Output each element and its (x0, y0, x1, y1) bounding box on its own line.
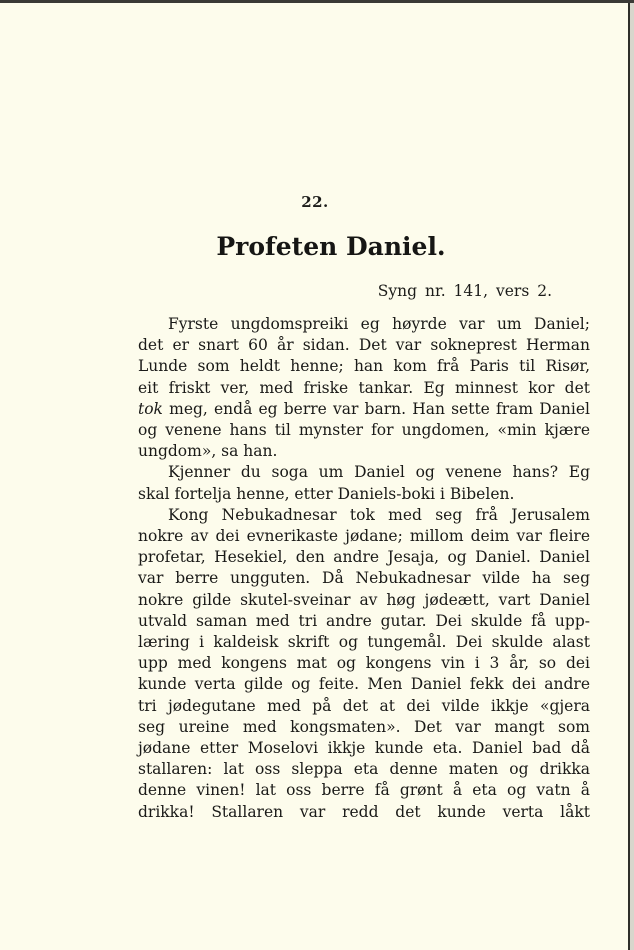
text-line: tri jødegutane med på det at dei vilde ikkje «gjera (138, 696, 590, 715)
text-line: Lunde som heldt henne; han kom frå Paris til Risør, (138, 357, 590, 376)
chapter-title: Profeten Daniel. (216, 232, 446, 261)
italic-word: tok (138, 399, 163, 418)
text-line: nokre av dei evnerikaste jødane; millom deim var fleire (138, 527, 590, 546)
text-line: var berre ungguten. Då Nebukadnesar vilde ha seg (138, 569, 590, 588)
paragraph-2 (138, 462, 590, 504)
page-top-edge (0, 0, 634, 3)
text-line: utvald saman med tri andre gutar. Dei skulde få upp- (138, 611, 590, 630)
body-text (138, 314, 590, 823)
text-line: Fyrste ungdomspreiki eg høyrde var um Daniel; (168, 315, 590, 333)
text-line: seg ureine med kongsmaten». Det var mangt som (138, 717, 590, 736)
text-line: og venene hans til mynster for ungdomen, «min kjære (138, 421, 590, 440)
hymn-reference: Syng nr. 141, vers 2. (377, 282, 552, 300)
text-line: profetar, Hesekiel, den andre Jesaja, og Daniel. Daniel (138, 548, 590, 567)
text-line: stallaren: lat oss sleppa eta denne maten og drikka (138, 760, 590, 779)
text-line: meg, endå eg berre var barn. Han sette fram Daniel (169, 399, 590, 418)
text-line: det er snart 60 år sidan. Det var sokneprest Herman (138, 336, 590, 355)
text-line: drikka! Stallaren var redd det kunde verta låkt (138, 802, 590, 821)
text-line: Kjenner du soga um Daniel og venene hans? Eg (168, 463, 590, 482)
text-line: denne vinen! lat oss berre få grønt å eta og vatn å (138, 781, 590, 800)
text-line: ungdom», sa han. (138, 442, 278, 461)
text-line: læring i kaldeisk skrift og tungemål. Dei skulde alast (138, 633, 590, 652)
chapter-number: 22. (301, 193, 329, 211)
text-line: skal fortelja henne, etter Daniels-boki i Bibelen. (138, 484, 515, 503)
text-line: Kong Nebukadnesar tok med seg frå Jerusalem (168, 505, 590, 524)
text-line: eit friskt ver, med friske tankar. Eg minnest kor det (138, 378, 590, 397)
text-line: upp med kongens mat og kongens vin i 3 år, so dei (138, 654, 590, 673)
text-line: jødane etter Moselovi ikkje kunde eta. Daniel bad då (138, 739, 590, 758)
text-line: nokre gilde skutel-sveinar av høg jødeætt, vart Daniel (138, 590, 590, 609)
paragraph-1 (138, 314, 590, 462)
text-line-with-italic (138, 399, 590, 420)
text-line: kunde verta gilde og feite. Men Daniel fekk dei andre (138, 675, 590, 694)
paragraph-3 (138, 505, 590, 823)
